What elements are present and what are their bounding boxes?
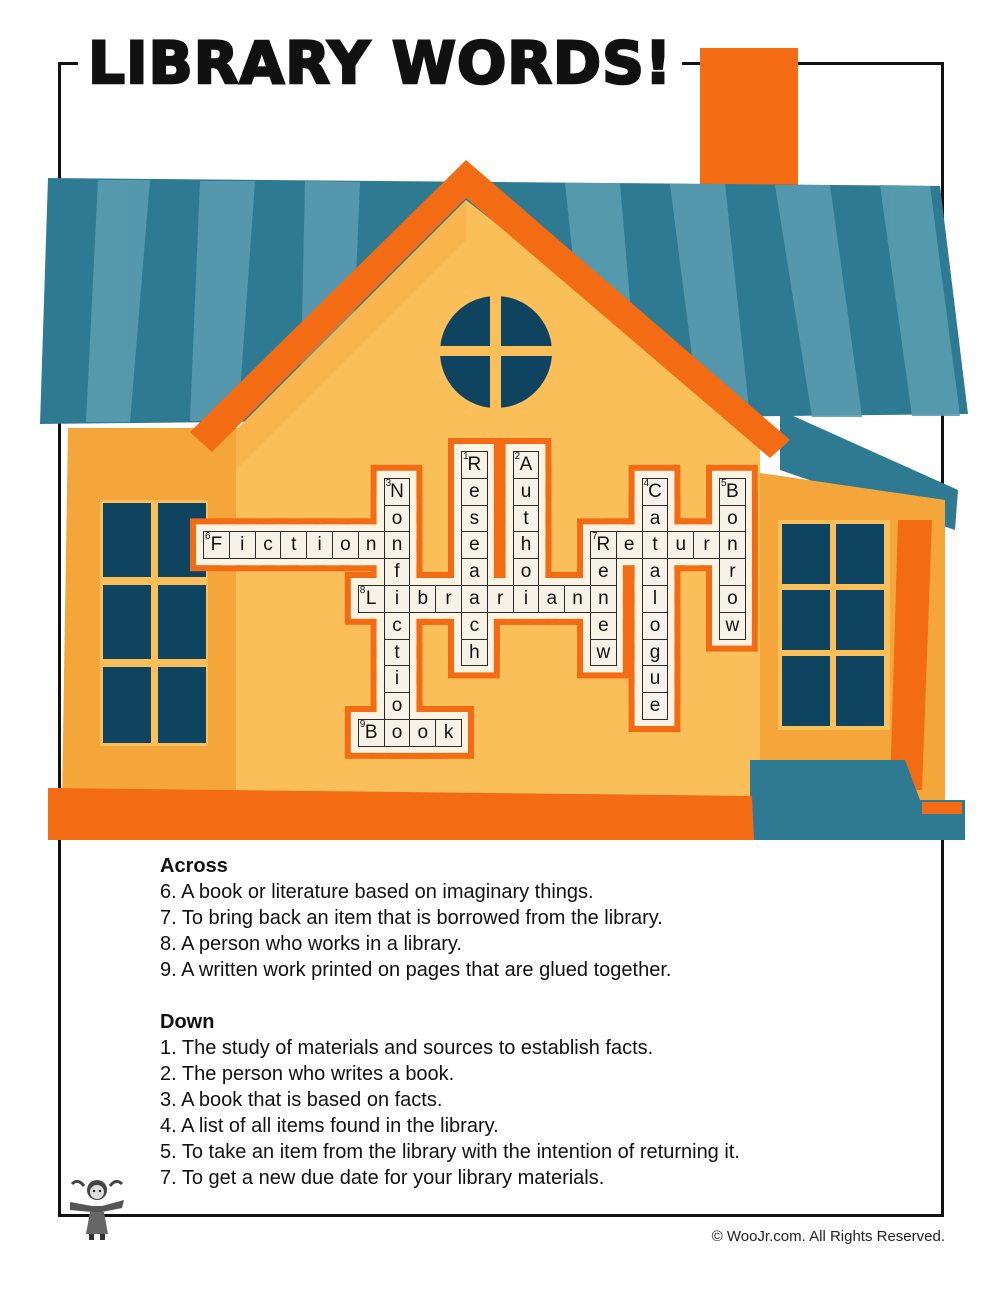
crossword-cell: [590, 585, 617, 613]
crossword-number: 1: [463, 451, 469, 462]
crossword-cell: [642, 585, 669, 613]
crossword-cell: [719, 612, 746, 640]
crossword-cell: [513, 478, 540, 506]
crossword-cell: [306, 531, 333, 559]
crossword-letter: n: [391, 534, 403, 556]
crossword-letter: a: [649, 561, 661, 583]
crossword-letter: i: [317, 534, 322, 556]
crossword-letter: a: [469, 561, 480, 583]
crossword-letter: e: [649, 695, 661, 717]
crossword-letter: g: [649, 641, 661, 663]
crossword-letter: i: [394, 668, 400, 690]
crossword-letter: n: [365, 534, 377, 556]
down-clue: 5. To take an item from the library with the intention of returning it.: [160, 1141, 740, 1163]
clues-section: [160, 853, 920, 1191]
crossword-letter: h: [469, 641, 480, 663]
crossword-letter: o: [649, 614, 661, 636]
crossword-letter: o: [727, 507, 738, 529]
crossword-cell: [358, 531, 385, 559]
crossword-number: 3: [385, 477, 392, 489]
crossword-cell: [590, 639, 617, 667]
crossword-cell: [513, 451, 540, 479]
across-clue: 8. A person who works in a library.: [160, 933, 462, 955]
crossword-cell: [409, 585, 436, 613]
crossword-letter: f: [394, 561, 400, 583]
crossword-cell: [280, 531, 307, 559]
crossword-letter: B: [726, 480, 739, 502]
crossword-cell: [384, 558, 411, 586]
crossword-letter: o: [391, 695, 403, 717]
crossword-letter: n: [598, 588, 609, 609]
crossword-cell: [667, 531, 694, 559]
crossword-cell: [564, 585, 591, 613]
down-heading: Down: [160, 1011, 215, 1033]
crossword-letter: r: [445, 588, 452, 609]
crossword-cell: [616, 531, 643, 559]
crossword-cell: [642, 558, 669, 586]
crossword-cell: [435, 585, 462, 613]
crossword-letter: R: [596, 534, 611, 556]
crossword-letter: a: [546, 588, 558, 609]
crossword-cell: [642, 639, 669, 667]
crossword-letter: c: [263, 534, 273, 556]
crossword-cell: [461, 451, 488, 479]
crossword-letter: o: [391, 507, 403, 529]
crossword-cell: [358, 585, 385, 613]
crossword-letter: t: [291, 534, 297, 556]
crossword-letter: k: [443, 722, 454, 743]
girl-mascot-icon: [62, 1172, 132, 1242]
down-clue: 7. To get a new due date for your library materials.: [160, 1167, 605, 1189]
crossword-letter: n: [727, 534, 738, 556]
crossword-letter: r: [497, 588, 504, 609]
down-clue: 4. A list of all items found in the library.: [160, 1115, 499, 1137]
crossword-number: 5: [721, 477, 727, 489]
across-clue: 7. To bring back an item that is borrowed from the library.: [160, 907, 663, 929]
crossword-letter: u: [675, 534, 687, 556]
crossword-cell: [642, 505, 669, 533]
crossword-cell: [719, 531, 746, 559]
crossword-letter: a: [649, 507, 661, 529]
crossword-letter: c: [469, 614, 480, 636]
crossword-cell: [642, 612, 669, 640]
crossword-cell: [384, 665, 411, 693]
crossword-letter: s: [469, 507, 480, 529]
crossword-cell: [719, 558, 746, 586]
across-clue: 6. A book or literature based on imaginary things.: [160, 881, 594, 903]
crossword-number: 8: [359, 585, 366, 596]
crossword-cell: [461, 531, 488, 559]
crossword-letter: i: [240, 534, 245, 556]
crossword-cell: [384, 612, 411, 640]
crossword-cell: [435, 719, 462, 747]
crossword-cell: [719, 478, 746, 506]
crossword-cell: [642, 531, 669, 559]
crossword-cell: [513, 558, 540, 586]
crossword-cell: [590, 612, 617, 640]
crossword-cell: [538, 585, 565, 613]
crossword-letter: C: [648, 480, 662, 502]
crossword-cell: [513, 505, 540, 533]
crossword-cell: [384, 692, 411, 720]
crossword-letter: F: [210, 534, 223, 556]
crossword-letter: r: [729, 561, 736, 583]
crossword-letter: i: [523, 588, 529, 609]
crossword-number: 4: [643, 477, 650, 489]
crossword-number: 7: [592, 531, 598, 543]
crossword-cell: [384, 505, 411, 533]
across-clue: 9. A written work printed on pages that are glued together.: [160, 959, 672, 981]
crossword-cell: [384, 585, 411, 613]
crossword-letter: N: [390, 480, 404, 502]
crossword-letter: h: [520, 534, 532, 556]
crossword-letter: R: [467, 454, 482, 475]
crossword-letter: t: [394, 641, 400, 663]
page-title: LIBRARY WORDS!: [78, 28, 682, 98]
crossword-letter: l: [652, 588, 658, 609]
crossword-cell: [255, 531, 282, 559]
crossword-cell: [487, 585, 514, 613]
crossword-cell: [384, 639, 411, 667]
crossword-letter: e: [623, 534, 635, 556]
crossword-cell: [461, 558, 488, 586]
crossword-letter: A: [519, 454, 533, 475]
crossword-cell: [513, 531, 540, 559]
crossword-cell: [461, 612, 488, 640]
crossword-cell: [461, 585, 488, 613]
crossword-cell: [693, 531, 720, 559]
crossword-cell: [384, 531, 411, 559]
crossword-letter: t: [652, 534, 658, 556]
crossword-number: 6: [205, 531, 211, 543]
crossword-letter: B: [364, 722, 378, 743]
crossword-letter: e: [469, 480, 480, 502]
crossword-cell: [642, 665, 669, 693]
crossword-letter: o: [417, 722, 429, 743]
crossword-cell: [642, 692, 669, 720]
crossword-cell: [409, 719, 436, 747]
down-clue: 3. A book that is based on facts.: [160, 1089, 443, 1111]
crossword-letter: w: [596, 641, 611, 663]
crossword-letter: o: [727, 588, 738, 609]
crossword-cell: [642, 478, 669, 506]
crossword-cell: [719, 505, 746, 533]
crossword-letter: t: [523, 507, 529, 529]
crossword-letter: i: [394, 588, 400, 609]
down-clue: 1. The study of materials and sources to establish facts.: [160, 1037, 654, 1059]
crossword-letter: u: [649, 668, 661, 690]
crossword-letter: b: [417, 588, 429, 609]
crossword-letter: a: [469, 588, 480, 609]
crossword-cell: [461, 478, 488, 506]
crossword-cell: [461, 639, 488, 667]
crossword-cell: [461, 505, 488, 533]
crossword-number: 2: [514, 451, 521, 462]
crossword-cell: [358, 719, 385, 747]
crossword-letter: u: [520, 480, 532, 502]
crossword-letter: o: [520, 561, 532, 583]
crossword-letter: e: [598, 614, 609, 636]
crossword-letter: o: [391, 722, 403, 743]
crossword-cell: [203, 531, 230, 559]
crossword-letter: n: [572, 588, 583, 609]
crossword-cell: [513, 585, 540, 613]
across-heading: Across: [160, 855, 228, 877]
crossword-letter: e: [469, 534, 480, 556]
crossword-letter: r: [703, 534, 710, 556]
crossword-cell: [384, 478, 411, 506]
crossword-cell: [384, 719, 411, 747]
crossword-letter: e: [598, 561, 609, 583]
crossword-cell: [719, 585, 746, 613]
crossword-cell: [590, 531, 617, 559]
crossword-cell: [332, 531, 359, 559]
crossword-cell: [590, 558, 617, 586]
crossword-letter: o: [340, 534, 351, 556]
crossword-cell: [229, 531, 256, 559]
crossword-letter: w: [725, 614, 740, 636]
crossword-letter: L: [365, 588, 377, 609]
crossword-letter: c: [392, 614, 402, 636]
crossword-number: 9: [359, 719, 366, 730]
copyright-text: © WooJr.com. All Rights Reserved.: [711, 1228, 945, 1245]
down-clue: 2. The person who writes a book.: [160, 1063, 455, 1085]
